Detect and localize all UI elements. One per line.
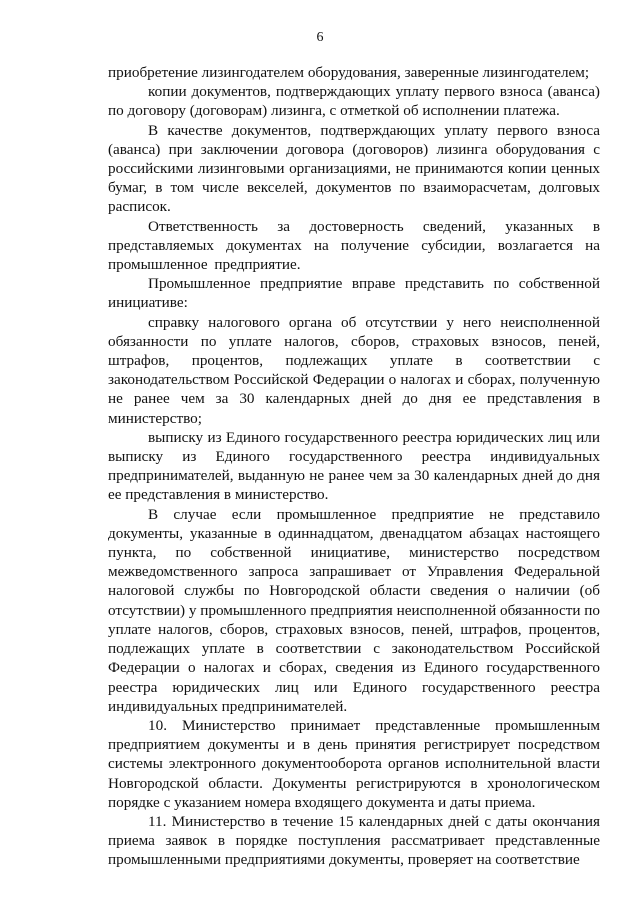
- paragraph-own-initiative: Промышленное предприятие вправе представить по собственной инициативе:: [108, 275, 600, 312]
- paragraph-registry-extract: выписку из Единого государственного реестра юридических лиц или выписку из Единого государственного реестра индивидуальных предпринимателей, выданную не ранее чем за 30 календарных дней до дня ее представления в министерство.: [108, 428, 600, 504]
- paragraph-continuation: приобретение лизингодателем оборудования, заверенные лизингодателем;: [108, 64, 590, 81]
- paragraph-responsibility: Ответственность за достоверность сведений, указанных в представляемых документах на получение субсидии, возлагается на промышленное предприятие.: [108, 217, 600, 274]
- paragraph-item-11: 11. Министерство в течение 15 календарных дней с даты окончания приема заявок в порядке поступления рассматривает представленные промышленными предприятиями документы, проверяет на соответствие: [108, 812, 600, 869]
- paragraph-interagency-request: В случае если промышленное предприятие не представило документы, указанные в одиннадцатом, двенадцатом абзацах настоящего пункта, по собственной инициативе, министерство посредством межведомственного запроса запрашивает от Управления Федеральной налоговой службы по Новгородской области сведения о наличии (об отсутствии) у промышленного предприятия неисполненной обязанности по уплате налогов, сборов, страховых взносов, пеней, штрафов, процентов, подлежащих уплате в соответствии с законодательством Российской Федерации о налогах и сборах, сведения из Единого государственного реестра юридических лиц или Единого государственного реестра индивидуальных предпринимателей.: [108, 505, 600, 715]
- page-number: 6: [316, 30, 324, 45]
- document-body: [108, 63, 600, 870]
- paragraph-tax-certificate: справку налогового органа об отсутствии у него неисполненной обязанности по уплате налогов, сборов, страховых взносов, пеней, штрафов, процентов, подлежащих уплате в соответствии с законодательством Российской Федерации о налогах и сборах, полученную не ранее чем за 30 календарных дней до дня ее представления в министерство;: [108, 313, 600, 427]
- paragraph-item-10: 10. Министерство принимает представленные промышленным предприятием документы и в день принятия регистрирует посредством системы электронного документооборота органов исполнительной власти Новгородской области. Документы регистрируются в хронологическом порядке с указанием номера входящего документа и даты приема.: [108, 716, 600, 811]
- paragraph-not-accepted-documents: В качестве документов, подтверждающих уплату первого взноса (аванса) при заключении договора (договоров) лизинга оборудования с российскими лизинговыми организациями, не принимаются копии ценных бумаг, в том числе векселей, документов по взаиморасчетам, долговых расписок.: [108, 121, 600, 216]
- paragraph-advance-payment-copies: копии документов, подтверждающих уплату первого взноса (аванса) по договору (договорам) лизинга, с отметкой об исполнении платежа.: [108, 83, 600, 120]
